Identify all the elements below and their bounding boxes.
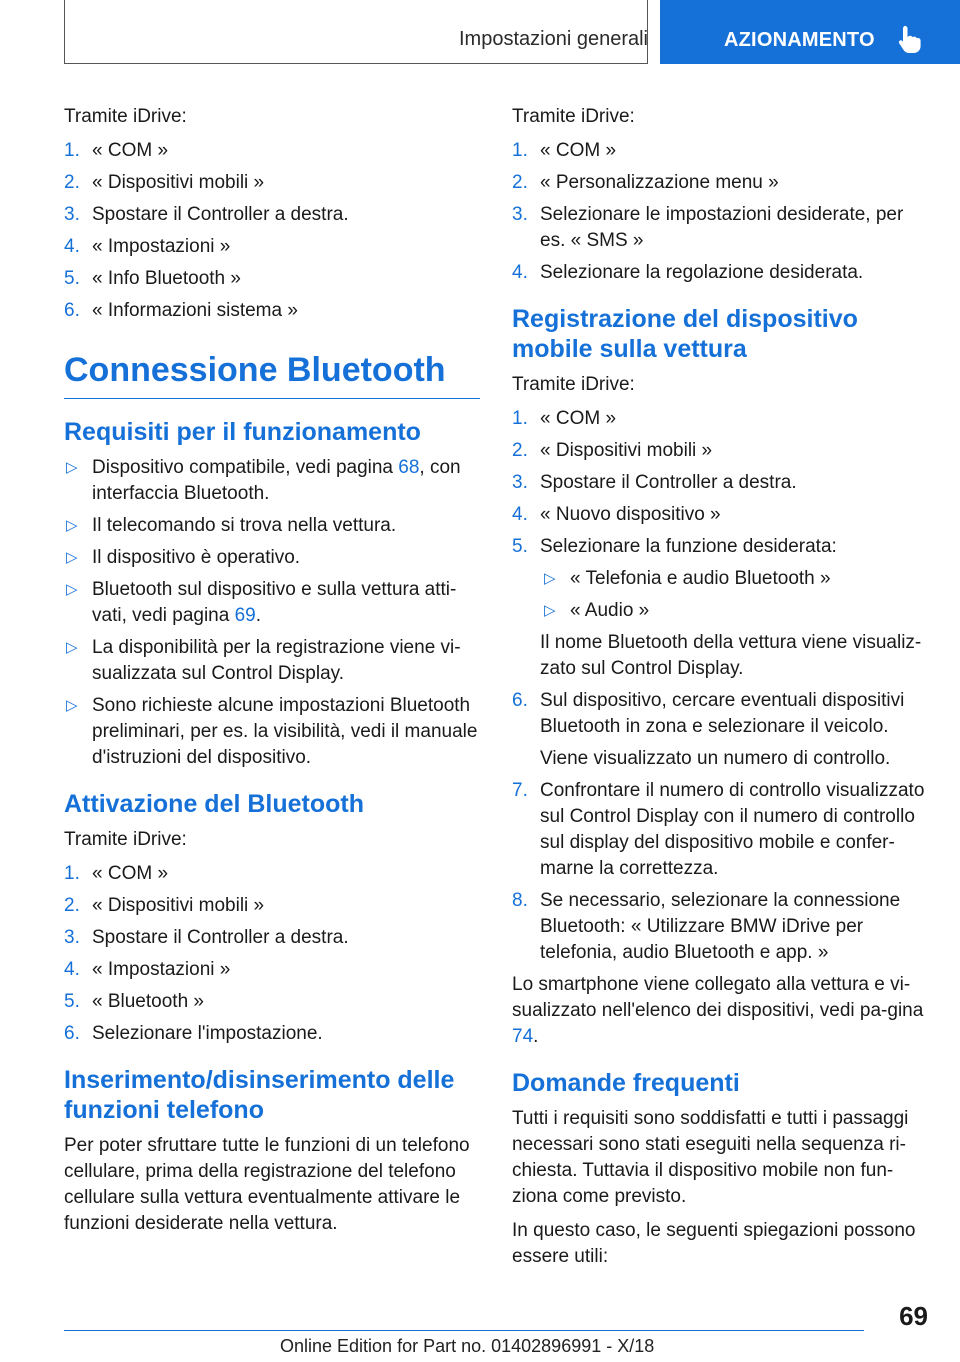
list-item: 4. « Nuovo dispositivo » [512,504,721,525]
heading-requisiti: Requisiti per il funzionamento [64,418,421,446]
list-item: ▷ « Telefonia e audio Bluetooth » [512,566,928,592]
triangle-bullet-icon: ▷ [66,639,78,656]
heading-connessione: Connessione Bluetooth [64,350,480,399]
chapter-label: AZIONAMENTO [724,29,875,51]
hand-pointer-icon [896,24,924,54]
heading-attivazione: Attivazione del Bluetooth [64,790,364,818]
list-item: ▷ Il telecomando si trova nella vettura. [64,513,480,539]
list-item: 1. « COM » [512,408,617,429]
intro-text: Tramite iDrive: [64,829,187,850]
section-label: Impostazioni generali [459,28,648,50]
list-item: 3. Spostare il Controller a destra. [64,204,349,225]
list-item: 2. « Dispositivi mobili » [64,172,265,193]
triangle-bullet-icon: ▷ [66,517,78,534]
chapter-tab [660,0,960,64]
steps-menu-list [512,138,928,286]
list-item: 4. « Impostazioni » [64,236,231,257]
triangle-bullet-icon: ▷ [544,602,556,619]
list-item: 5. « Bluetooth » [64,991,204,1012]
step-note: Il nome Bluetooth della vettura viene visualiz-zato sul Control Display. [540,632,922,679]
triangle-bullet-icon: ▷ [66,697,78,714]
body-paragraph: Lo smartphone viene collegato alla vettura e vi-sualizzato nell'elenco dei dispositivi, vedi pa-gina 74. [512,974,924,1047]
list-item: 4. « Impostazioni » [64,959,231,980]
list-item: 2. « Dispositivi mobili » [64,895,265,916]
list-item: 2. « Dispositivi mobili » [512,440,713,461]
list-item: 5. « Info Bluetooth » [64,268,241,289]
left-column [64,104,480,1245]
requirements-list [64,455,480,771]
list-item: 4. Selezionare la regolazione desiderata. [512,262,864,283]
right-column [512,104,928,1278]
steps-registration-list [512,406,928,966]
triangle-bullet-icon: ▷ [66,459,78,476]
list-item: 6. Selezionare l'impostazione. [64,1023,323,1044]
list-item: ▷ Bluetooth sul dispositivo e sulla vettura atti-vati, vedi pagina 69. [66,579,457,626]
page-link[interactable]: 74 [512,1026,534,1047]
page-link[interactable]: 68 [398,457,420,478]
list-item: ▷ Il dispositivo è operativo. [64,545,480,571]
steps-info-list [64,138,480,324]
list-item: 3. Spostare il Controller a destra. [512,472,797,493]
list-item: 6. Sul dispositivo, cercare eventuali dispositivi Bluetooth in zona e selezionare il veicolo. [512,690,905,737]
list-item: ▷ Sono richieste alcune impostazioni Bluetooth preliminari, per es. la visibilità, vedi il manuale d'istruzioni del dispositivo. [66,695,478,768]
steps-activation-list [64,861,480,1047]
list-item: 1. « COM » [64,140,169,161]
list-item: 3. Spostare il Controller a destra. [64,927,349,948]
list-item: ▷ La disponibilità per la registrazione viene vi-sualizzata sul Control Display. [66,637,461,684]
intro-text: Tramite iDrive: [64,106,187,127]
list-item: ▷ « Audio » [512,598,928,624]
body-paragraph: Tutti i requisiti sono soddisfatti e tutti i passaggi necessari sono stati eseguiti nella sequenza ri-chiesta. Tuttavia il dispositivo mobile non fun-ziona come previsto. [512,1108,909,1207]
triangle-bullet-icon: ▷ [66,549,78,566]
list-item: 1. « COM » [64,863,169,884]
body-paragraph: Per poter sfruttare tutte le funzioni di un telefono cellulare, prima della registrazione del telefono cellulare sulla vettura eventualmente attivare le funzioni desiderate nella vettura. [64,1135,470,1234]
footer-edition: Online Edition for Part no. 01402896991 - X/18 [280,1336,655,1356]
body-paragraph: In questo caso, le seguenti spiegazioni possono essere utili: [512,1220,916,1267]
heading-inserimento: Inserimento/disinserimento delle funzioni telefono [64,1066,455,1124]
intro-text: Tramite iDrive: [512,374,635,395]
list-item: 8. Se necessario, selezionare la connessione Bluetooth: « Utilizzare BMW iDrive per telefonia, audio Bluetooth e app. » [512,890,901,963]
list-item: 7. Confrontare il numero di controllo visualizzato sul Control Display con il numero di controllo sul display del dispositivo mobile e confer-marne la correttezza. [512,780,925,879]
list-item: 6. « Informazioni sistema » [64,300,298,321]
intro-text: Tramite iDrive: [512,106,635,127]
heading-registrazione: Registrazione del dispositivo mobile sulla vettura [512,305,858,363]
list-item: 2. « Personalizzazione menu » [512,172,779,193]
list-item: ▷ Dispositivo compatibile, vedi pagina 68, con interfaccia Bluetooth. [66,457,461,504]
step-note: Viene visualizzato un numero di controllo. [540,748,891,769]
triangle-bullet-icon: ▷ [66,581,78,598]
list-item: 1. « COM » [512,140,617,161]
footer-divider [64,1330,864,1331]
list-item: 5. Selezionare la funzione desiderata: [512,536,837,557]
page-header [64,0,960,66]
heading-domande: Domande frequenti [512,1069,740,1097]
page-number: 69 [899,1301,928,1331]
triangle-bullet-icon: ▷ [544,570,556,587]
page-link[interactable]: 69 [234,605,256,626]
list-item: 3. Selezionare le impostazioni desiderate, per es. « SMS » [512,204,904,251]
